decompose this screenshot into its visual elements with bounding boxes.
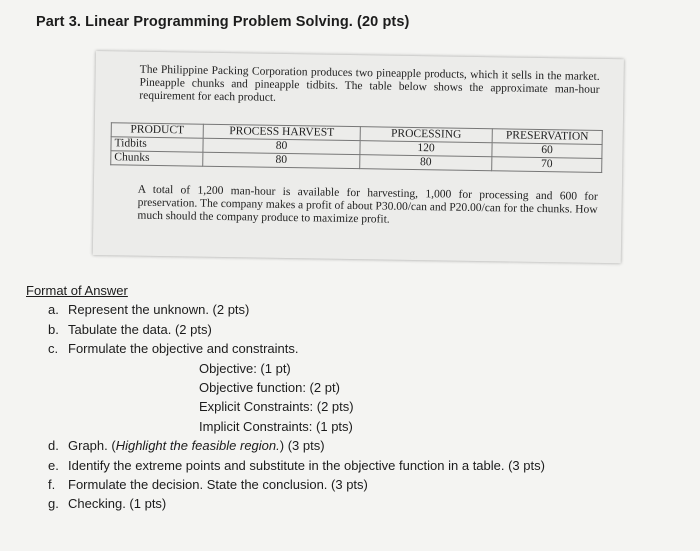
col-header: PRESERVATION	[492, 129, 602, 145]
table-cell: 70	[492, 157, 602, 173]
answer-format	[26, 281, 545, 514]
problem-intro: The Philippine Packing Corporation produces two pineapple products, which it sells in the market. Pineapple chunks and pineapple tidbits. The table below shows the approximate man-hour requirement for each product.	[139, 63, 600, 104]
table-cell: Tidbits	[111, 137, 203, 152]
col-header: PROCESS HARVEST	[203, 124, 360, 140]
table-cell: 80	[203, 138, 360, 154]
list-item: a. Represent the unknown. (2 pts)	[48, 302, 250, 318]
list-item: c. Formulate the objective and constraints.	[48, 341, 299, 357]
sub-item: Implicit Constraints: (1 pts)	[199, 418, 353, 434]
sub-item: Explicit Constraints: (2 pts)	[199, 399, 354, 415]
col-header: PROCESSING	[360, 127, 492, 143]
sub-item: Objective: (1 pt)	[199, 360, 291, 376]
list-item: b. Tabulate the data. (2 pts)	[48, 321, 212, 337]
col-header: PRODUCT	[111, 123, 203, 138]
list-item: f. Formulate the decision. State the conclusion. (3 pts)	[48, 477, 368, 493]
table-cell: 60	[492, 143, 602, 159]
table-cell: 80	[360, 155, 492, 171]
page-title: Part 3. Linear Programming Problem Solving. (20 pts)	[36, 14, 410, 30]
requirement-table	[110, 122, 603, 173]
list-item: g. Checking. (1 pts)	[48, 496, 167, 512]
table-cell: Chunks	[111, 151, 203, 166]
table-cell: 120	[360, 141, 492, 157]
sub-item: Objective function: (2 pt)	[199, 380, 340, 396]
format-heading: Format of Answer	[26, 283, 128, 298]
table-cell: 80	[203, 152, 360, 168]
problem-outro: A total of 1,200 man-hour is available for harvesting, 1,000 for processing and 600 for preservation. The company makes a profit of about P30.00/can and P20.00/can for the chunks. How much should the company produce to maximize profit.	[137, 183, 598, 226]
list-item: d. Graph. (Highlight the feasible region.) (3 pts)	[48, 438, 325, 454]
list-item: e. Identify the extreme points and substitute in the objective function in a table. (3 pts)	[48, 457, 545, 473]
problem-card	[93, 51, 624, 263]
